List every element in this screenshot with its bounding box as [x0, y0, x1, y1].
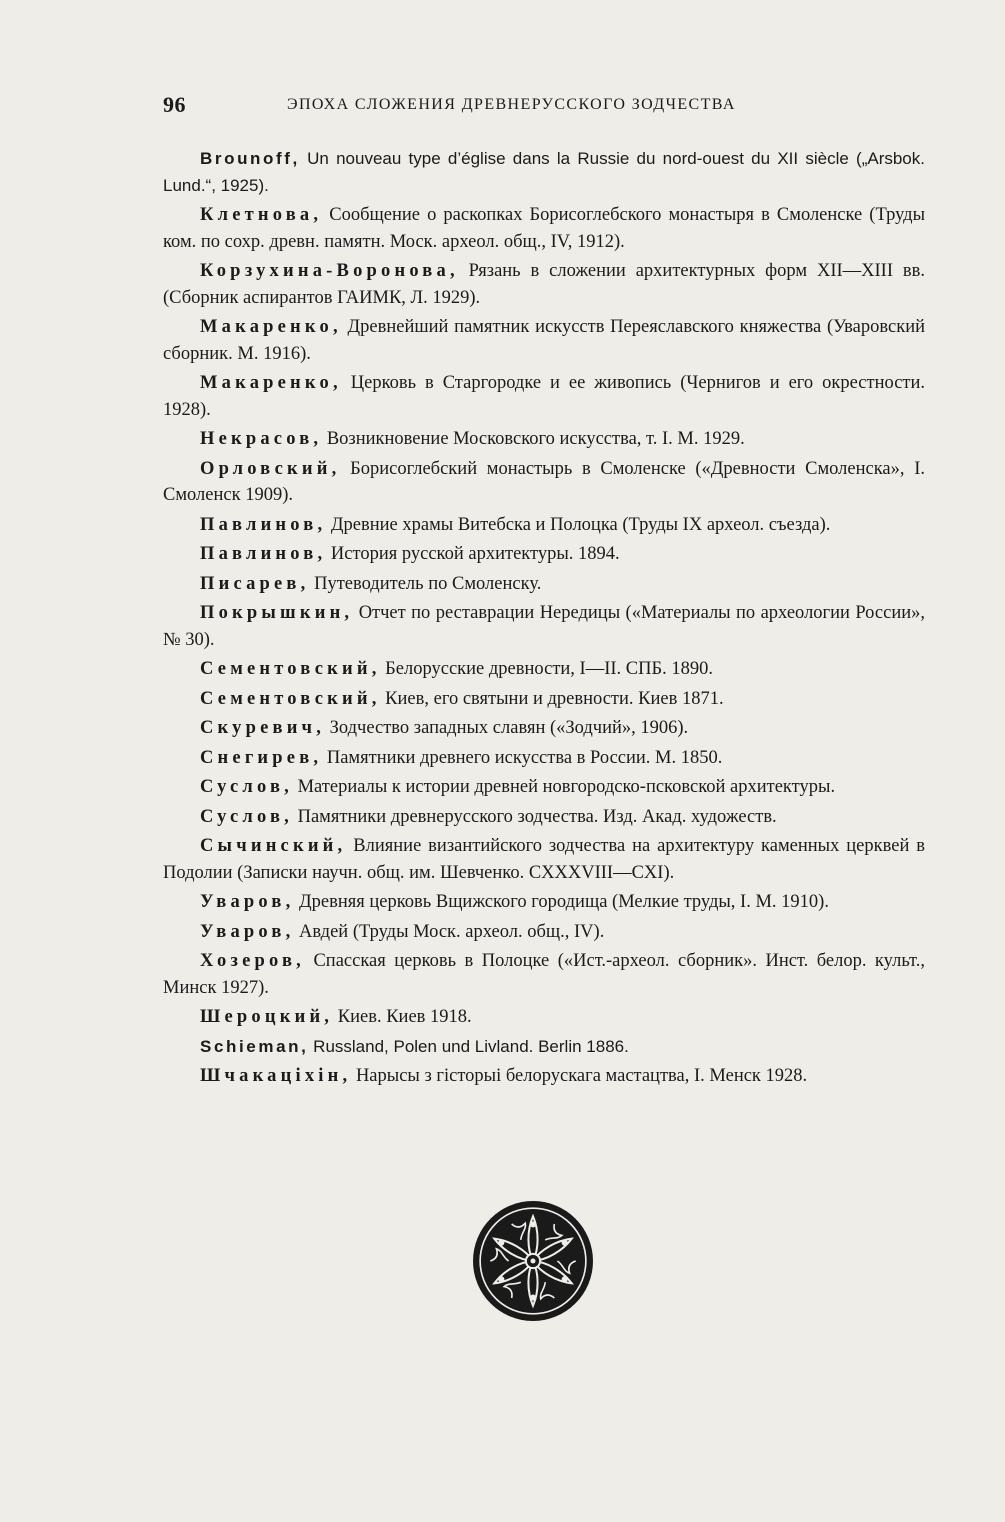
bibliography-entry	[163, 656, 925, 683]
entry-citation: Un nouveau type d’église dans la Russie du nord-ouest du XII siècle („Arsbok. Lund.“, 1925).	[163, 149, 925, 195]
entry-citation: Отчет по реставрации Нередицы («Материалы по археологии России», № 30).	[163, 603, 925, 650]
bibliography-entry	[163, 370, 925, 423]
entry-author: Некрасов,	[200, 429, 323, 449]
entry-author: Корзухина-Воронова,	[200, 261, 459, 281]
entry-author: Макаренко,	[200, 317, 342, 337]
bibliography-entry	[163, 833, 925, 886]
entry-citation: Возникновение Московского искусства, т. I. М. 1929.	[326, 429, 745, 449]
entry-author: Суслов,	[200, 777, 293, 797]
entry-author: Покрышкин,	[200, 603, 354, 623]
entry-author: Писарев,	[200, 573, 310, 594]
entry-author: Орловский,	[200, 458, 341, 479]
entry-author: Макаренко,	[200, 373, 342, 393]
entry-citation: Рязань в сложении архитектурных форм XII—XIII вв. (Сборник аспирантов ГАИМК, Л. 1929).	[163, 261, 925, 308]
entry-citation: Древнейший памятник искусств Переяславского княжества (Уваровский сборник. М. 1916).	[163, 317, 925, 364]
bibliography-entry	[163, 889, 925, 916]
entry-citation: Сообщение о раскопках Борисоглебского монастыря в Смоленске (Труды ком. по сохр. древн. памятн. Моск. археол. общ., IV, 1912).	[163, 205, 925, 252]
bibliography-entry	[163, 715, 925, 742]
entry-author: Brounoff,	[200, 149, 300, 168]
entry-citation: Киев, его святыни и древности. Киев 1871.	[385, 688, 724, 709]
entry-citation: Russland, Polen und Livland. Berlin 1886.	[313, 1036, 629, 1056]
entry-citation: Киев. Киев 1918.	[337, 1007, 472, 1027]
entry-citation: Путеводитель по Смоленску.	[314, 573, 542, 594]
bibliography-entry	[163, 426, 925, 453]
bibliography-entry	[163, 919, 925, 946]
bibliography-entry	[163, 1004, 925, 1031]
running-title: ЭПОХА СЛОЖЕНИЯ ДРЕВНЕРУССКОГО ЗОДЧЕСТВА	[287, 96, 736, 113]
entry-citation: Памятники древнерусского зодчества. Изд. Акад. художеств.	[297, 806, 777, 827]
bibliography-entry	[163, 512, 925, 539]
bibliography-entry	[163, 948, 925, 1001]
entry-author: Шчакацiхiн,	[200, 1066, 352, 1086]
entry-author: Сементовский,	[200, 688, 381, 709]
bibliography-list	[163, 146, 925, 1093]
entry-citation: Церковь в Старгородке и ее живопись (Чернигов и его окрестности. 1928).	[163, 373, 926, 420]
entry-citation: Влияние византийского зодчества на архитектуру каменных церквей в Подолии (Записки научн. общ. им. Шевченко. CXXXVIII—CXI).	[163, 836, 925, 883]
page-header	[163, 92, 933, 128]
entry-author: Уваров,	[200, 921, 295, 942]
bibliography-entry	[163, 202, 925, 255]
entry-citation: Спасская церковь в Полоцке («Ист.-археол. сборник». Инст. белор. культ., Минск 1927).	[163, 951, 926, 998]
entry-author: Сементовский,	[200, 659, 381, 679]
entry-author: Сычинский,	[200, 836, 347, 856]
floral-ornament-icon	[472, 1200, 594, 1322]
entry-citation: Древние храмы Витебска и Полоцка (Труды IX археол. съезда).	[330, 514, 831, 535]
bibliography-entry	[163, 571, 925, 598]
bibliography-entry	[163, 146, 925, 199]
bibliography-entry	[163, 1034, 925, 1061]
entry-author: Снегирев,	[200, 747, 323, 768]
bibliography-entry	[163, 804, 925, 831]
entry-citation: Борисоглебский монастырь в Смоленске («Древности Смоленска», I. Смоленск 1909).	[163, 458, 925, 505]
entry-author: Павлинов,	[200, 544, 327, 564]
entry-citation: Нарысы з гісторыі белорускага мастацтва, I. Менск 1928.	[355, 1066, 808, 1086]
entry-author: Скуревич,	[200, 718, 326, 738]
bibliography-entry	[163, 541, 925, 568]
entry-author: Павлинов,	[200, 514, 327, 535]
bibliography-entry	[163, 1063, 925, 1090]
entry-author: Schieman,	[200, 1036, 309, 1056]
entry-citation: Авдей (Труды Моск. археол. общ., IV).	[299, 921, 605, 942]
entry-citation: Зодчество западных славян («Зодчий», 1906).	[329, 718, 689, 738]
bibliography-entry	[163, 600, 925, 653]
page-number: 96	[163, 92, 186, 117]
bibliography-entry	[163, 456, 925, 509]
entry-citation: История русской архитектуры. 1894.	[330, 544, 620, 564]
entry-citation: Памятники древнего искусства в России. М. 1850.	[326, 747, 723, 768]
entry-author: Суслов,	[200, 806, 293, 827]
entry-citation: Материалы к истории древней новгородско-псковской архитектуры.	[297, 777, 836, 797]
entry-citation: Белорусские древности, I—II. СПБ. 1890.	[385, 659, 713, 679]
entry-author: Хозеров,	[200, 951, 305, 971]
bibliography-entry	[163, 745, 925, 772]
bibliography-entry	[163, 258, 925, 311]
entry-citation: Древняя церковь Вщижского городища (Мелкие труды, I. М. 1910).	[299, 892, 829, 912]
entry-author: Уваров,	[200, 892, 295, 912]
entry-author: Шероцкий,	[200, 1007, 334, 1027]
bibliography-entry	[163, 314, 925, 367]
bibliography-entry	[163, 774, 925, 801]
entry-author: Клетнова,	[200, 205, 323, 225]
bibliography-entry	[163, 686, 925, 713]
